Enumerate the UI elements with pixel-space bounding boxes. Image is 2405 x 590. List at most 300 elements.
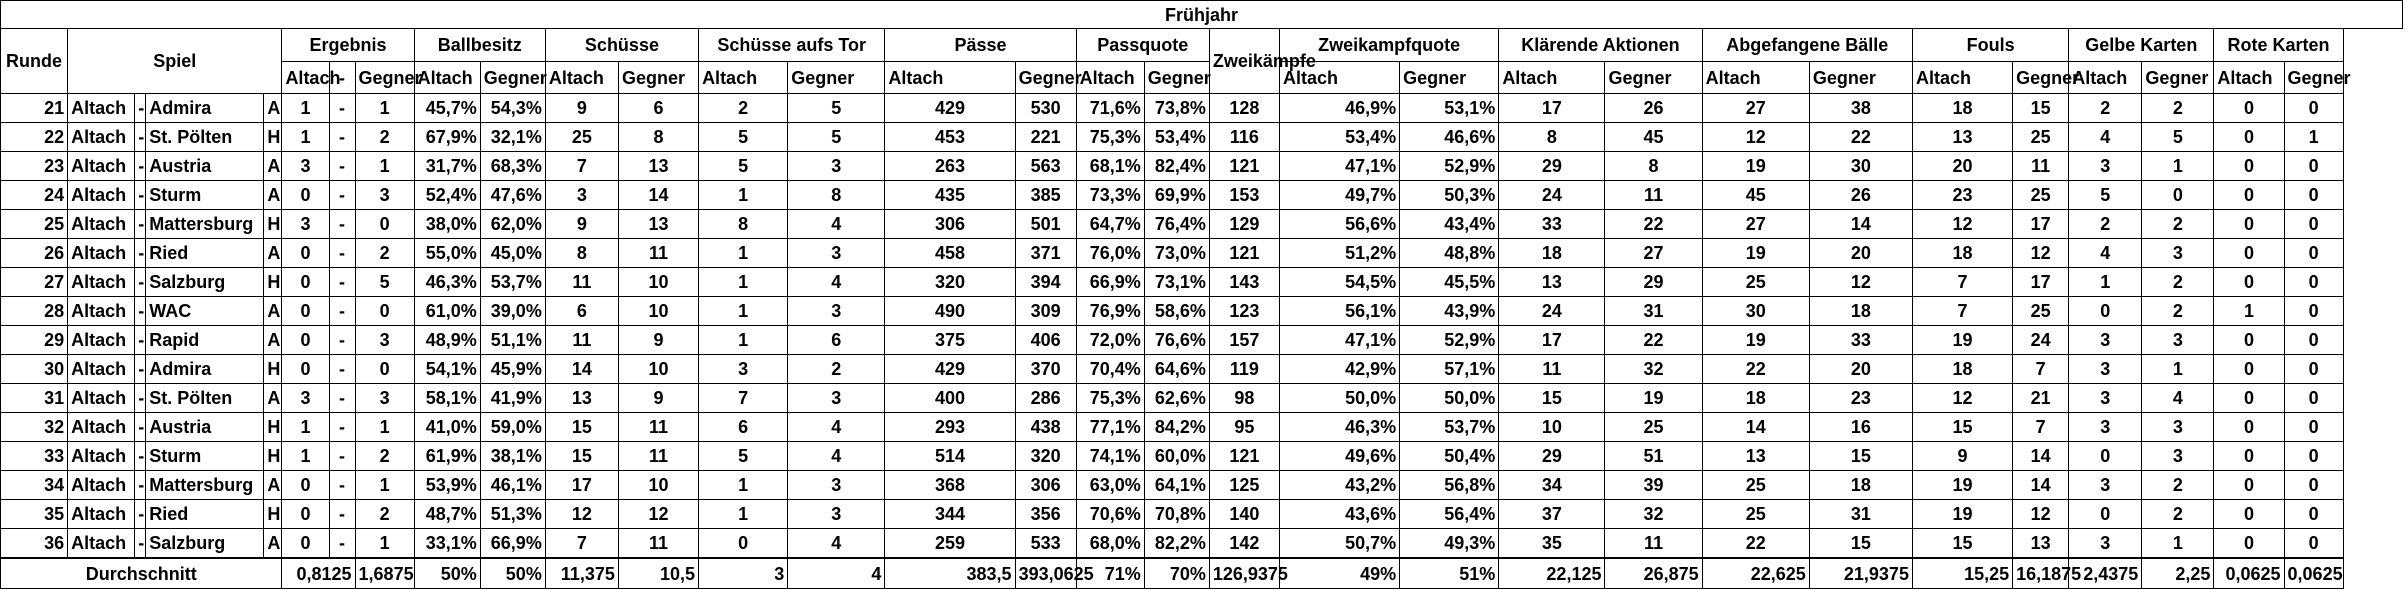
stat-cell: 75,3%	[1076, 123, 1144, 152]
stat-cell: 23	[1809, 384, 1912, 413]
stat-cell: 0	[2214, 500, 2284, 529]
stat-cell: 51,3%	[480, 500, 545, 529]
venue-cell: A	[264, 529, 282, 559]
average-value: 21,9375	[1809, 558, 1912, 589]
stat-cell: 15	[1809, 529, 1912, 559]
header-zweikaempfe: Zweikämpfe	[1209, 29, 1279, 94]
result-gegner-cell: 0	[355, 355, 414, 384]
result-gegner-cell: 5	[355, 268, 414, 297]
stat-cell: 0	[2214, 384, 2284, 413]
stat-cell: 371	[1015, 239, 1076, 268]
stat-cell: 157	[1209, 326, 1279, 355]
stat-cell: 293	[885, 413, 1015, 442]
stat-cell: 306	[1015, 471, 1076, 500]
stat-cell: 66,9%	[480, 529, 545, 559]
stat-cell: 45	[1605, 123, 1702, 152]
stat-cell: 75,3%	[1076, 384, 1144, 413]
stat-cell: 0	[2214, 326, 2284, 355]
stat-cell: 24	[1499, 297, 1605, 326]
stat-cell: 0	[2214, 413, 2284, 442]
stat-cell: 22	[1702, 529, 1809, 559]
average-value: 0,0625	[2284, 558, 2343, 589]
stat-cell: 320	[885, 268, 1015, 297]
stat-cell: 153	[1209, 181, 1279, 210]
stat-cell: 400	[885, 384, 1015, 413]
runde-cell: 27	[1, 268, 68, 297]
stat-cell: 1	[699, 326, 788, 355]
separator-cell: -	[135, 123, 146, 152]
subheader-gegner: Gegner	[2142, 62, 2214, 94]
stat-cell: 52,9%	[1400, 326, 1499, 355]
table-row	[1, 210, 2403, 239]
stat-cell: 9	[618, 384, 698, 413]
stat-cell: 25	[2013, 123, 2069, 152]
stat-cell: 20	[1809, 239, 1912, 268]
table-row	[1, 268, 2403, 297]
stat-cell: 259	[885, 529, 1015, 559]
runde-cell: 29	[1, 326, 68, 355]
stat-cell: 59,0%	[480, 413, 545, 442]
stat-cell: 11	[1499, 355, 1605, 384]
result-gegner-cell: 1	[355, 471, 414, 500]
runde-cell: 25	[1, 210, 68, 239]
opponent-cell: Sturm	[146, 442, 264, 471]
table-row	[1, 152, 2403, 181]
stat-cell: 0	[2214, 239, 2284, 268]
opponent-cell: Mattersburg	[146, 471, 264, 500]
stat-cell: 20	[1912, 152, 2012, 181]
venue-cell: A	[264, 297, 282, 326]
stat-cell: 27	[1702, 94, 1809, 123]
separator-cell: -	[135, 239, 146, 268]
stat-cell: 4	[2069, 239, 2142, 268]
subheader-gegner: Gegner	[1015, 62, 1076, 94]
stat-cell: 18	[1809, 297, 1912, 326]
subheader-gegner: Gegner	[2284, 62, 2343, 94]
average-value: 15,25	[1912, 558, 2012, 589]
header-rote-karten: Rote Karten	[2214, 29, 2343, 62]
stat-cell: 12	[1912, 210, 2012, 239]
stat-cell: 0	[2284, 239, 2343, 268]
stat-cell: 4	[788, 529, 885, 559]
stat-cell: 33,1%	[414, 529, 480, 559]
stat-cell: 3	[2069, 355, 2142, 384]
stat-cell: 5	[699, 442, 788, 471]
stat-cell: 17	[1499, 94, 1605, 123]
stat-cell: 14	[1702, 413, 1809, 442]
table-row	[1, 355, 2403, 384]
stat-cell: 6	[699, 413, 788, 442]
stat-cell: 7	[1912, 297, 2012, 326]
stat-cell: 48,9%	[414, 326, 480, 355]
stat-cell: 60,0%	[1144, 442, 1209, 471]
header-spiel: Spiel	[68, 29, 282, 94]
page-title: Frühjahr	[1, 1, 2403, 29]
stat-cell: 11	[545, 268, 618, 297]
stat-cell: 49,6%	[1279, 442, 1399, 471]
stat-cell: 368	[885, 471, 1015, 500]
result-gegner-cell: 0	[355, 210, 414, 239]
result-gegner-cell: 2	[355, 500, 414, 529]
venue-cell: H	[264, 413, 282, 442]
table-row	[1, 297, 2403, 326]
stat-cell: 0	[2284, 297, 2343, 326]
result-gegner-cell: 3	[355, 384, 414, 413]
stat-cell: 0	[2284, 268, 2343, 297]
stat-cell: 76,6%	[1144, 326, 1209, 355]
stat-cell: 29	[1499, 442, 1605, 471]
stat-cell: 33	[1809, 326, 1912, 355]
stat-cell: 5	[788, 123, 885, 152]
stat-cell: 54,3%	[480, 94, 545, 123]
stat-cell: 10	[618, 355, 698, 384]
result-gegner-cell: 0	[355, 297, 414, 326]
subheader-altach: Altach	[545, 62, 618, 94]
result-dash-cell: -	[329, 471, 355, 500]
stat-cell: 1	[699, 500, 788, 529]
separator-cell: -	[135, 297, 146, 326]
stat-cell: 0	[2284, 529, 2343, 559]
separator-cell: -	[135, 181, 146, 210]
team-cell: Altach	[68, 529, 135, 559]
stat-cell: 563	[1015, 152, 1076, 181]
stat-cell: 46,3%	[414, 268, 480, 297]
separator-cell: -	[135, 268, 146, 297]
runde-cell: 34	[1, 471, 68, 500]
venue-cell: A	[264, 152, 282, 181]
average-value: 383,5	[885, 558, 1015, 589]
stat-cell: 140	[1209, 500, 1279, 529]
stat-cell: 121	[1209, 442, 1279, 471]
stat-cell: 0	[2284, 210, 2343, 239]
stat-cell: 9	[545, 94, 618, 123]
header-passquote: Passquote	[1076, 29, 1209, 62]
stat-cell: 50,3%	[1400, 181, 1499, 210]
stat-cell: 41,9%	[480, 384, 545, 413]
stat-cell: 0	[2214, 355, 2284, 384]
team-cell: Altach	[68, 297, 135, 326]
average-value: 2,25	[2142, 558, 2214, 589]
stat-cell: 98	[1209, 384, 1279, 413]
result-gegner-cell: 2	[355, 239, 414, 268]
stat-cell: 0	[2284, 355, 2343, 384]
stat-cell: 221	[1015, 123, 1076, 152]
stat-cell: 3	[788, 471, 885, 500]
stat-cell: 263	[885, 152, 1015, 181]
stat-cell: 1	[2214, 297, 2284, 326]
stat-cell: 15	[1912, 413, 2012, 442]
average-value: 16,1875	[2013, 558, 2069, 589]
sub-header-row	[1, 62, 2403, 94]
stat-cell: 435	[885, 181, 1015, 210]
stat-cell: 26	[1809, 181, 1912, 210]
stat-cell: 3	[2069, 384, 2142, 413]
average-value: 26,875	[1605, 558, 1702, 589]
venue-cell: H	[264, 442, 282, 471]
stat-cell: 2	[2069, 210, 2142, 239]
stat-cell: 55,0%	[414, 239, 480, 268]
stat-cell: 58,1%	[414, 384, 480, 413]
team-cell: Altach	[68, 268, 135, 297]
subheader-gegner: Gegner	[355, 62, 414, 94]
stat-cell: 76,9%	[1076, 297, 1144, 326]
stat-cell: 309	[1015, 297, 1076, 326]
subheader-gegner: Gegner	[480, 62, 545, 94]
header-schuesse-aufs-tor: Schüsse aufs Tor	[699, 29, 885, 62]
stat-cell: 53,1%	[1400, 94, 1499, 123]
result-dash-cell: -	[329, 268, 355, 297]
stat-cell: 24	[1499, 181, 1605, 210]
stat-cell: 25	[2013, 181, 2069, 210]
separator-cell: -	[135, 152, 146, 181]
stat-cell: 7	[2013, 355, 2069, 384]
stat-cell: 143	[1209, 268, 1279, 297]
stat-cell: 19	[1912, 500, 2012, 529]
stat-cell: 25	[2013, 297, 2069, 326]
stat-cell: 142	[1209, 529, 1279, 559]
stat-cell: 0	[2214, 471, 2284, 500]
stat-cell: 1	[699, 471, 788, 500]
stat-cell: 54,1%	[414, 355, 480, 384]
result-dash-cell: -	[329, 123, 355, 152]
stat-cell: 514	[885, 442, 1015, 471]
stat-cell: 19	[1912, 471, 2012, 500]
separator-cell: -	[135, 442, 146, 471]
stat-cell: 19	[1702, 239, 1809, 268]
stat-cell: 46,1%	[480, 471, 545, 500]
average-value: 0,8125	[282, 558, 355, 589]
separator-cell: -	[135, 94, 146, 123]
average-value: 126,9375	[1209, 558, 1279, 589]
separator-cell: -	[135, 413, 146, 442]
stat-cell: 370	[1015, 355, 1076, 384]
title-row	[1, 1, 2403, 29]
stat-cell: 58,6%	[1144, 297, 1209, 326]
stat-cell: 18	[1702, 384, 1809, 413]
average-value: 22,625	[1702, 558, 1809, 589]
stat-cell: 8	[1499, 123, 1605, 152]
stat-cell: 14	[545, 355, 618, 384]
stat-cell: 438	[1015, 413, 1076, 442]
stat-cell: 45,0%	[480, 239, 545, 268]
team-cell: Altach	[68, 413, 135, 442]
venue-cell: H	[264, 123, 282, 152]
stat-cell: 19	[1702, 326, 1809, 355]
stat-cell: 68,0%	[1076, 529, 1144, 559]
stat-cell: 3	[545, 181, 618, 210]
average-value: 1,6875	[355, 558, 414, 589]
table-row	[1, 326, 2403, 355]
stat-cell: 22	[1605, 210, 1702, 239]
stat-cell: 394	[1015, 268, 1076, 297]
stat-cell: 5	[699, 123, 788, 152]
runde-cell: 30	[1, 355, 68, 384]
result-gegner-cell: 2	[355, 442, 414, 471]
stat-cell: 25	[1702, 268, 1809, 297]
stat-cell: 70,8%	[1144, 500, 1209, 529]
average-value: 50%	[480, 558, 545, 589]
header-fouls: Fouls	[1912, 29, 2068, 62]
stat-cell: 47,1%	[1279, 152, 1399, 181]
result-altach-cell: 1	[282, 442, 329, 471]
stat-cell: 17	[1499, 326, 1605, 355]
stat-cell: 116	[1209, 123, 1279, 152]
stat-cell: 13	[1499, 268, 1605, 297]
venue-cell: A	[264, 471, 282, 500]
stat-cell: 95	[1209, 413, 1279, 442]
opponent-cell: Salzburg	[146, 529, 264, 559]
stat-cell: 38	[1809, 94, 1912, 123]
result-altach-cell: 0	[282, 239, 329, 268]
stat-cell: 25	[1605, 413, 1702, 442]
stat-cell: 13	[1912, 123, 2012, 152]
stat-cell: 7	[545, 152, 618, 181]
stat-cell: 50,4%	[1400, 442, 1499, 471]
opponent-cell: Ried	[146, 500, 264, 529]
stat-cell: 7	[699, 384, 788, 413]
table-row	[1, 384, 2403, 413]
stat-cell: 0	[699, 529, 788, 559]
stat-cell: 8	[1605, 152, 1702, 181]
stat-cell: 57,1%	[1400, 355, 1499, 384]
stat-cell: 70,6%	[1076, 500, 1144, 529]
stat-cell: 0	[2284, 384, 2343, 413]
result-altach-cell: 0	[282, 529, 329, 559]
stat-cell: 49,3%	[1400, 529, 1499, 559]
team-cell: Altach	[68, 239, 135, 268]
stat-cell: 16	[1809, 413, 1912, 442]
stat-cell: 9	[618, 326, 698, 355]
subheader-altach: Altach	[414, 62, 480, 94]
average-value: 22,125	[1499, 558, 1605, 589]
stat-cell: 48,8%	[1400, 239, 1499, 268]
stat-cell: 1	[2142, 529, 2214, 559]
venue-cell: H	[264, 268, 282, 297]
team-cell: Altach	[68, 471, 135, 500]
header-ballbesitz: Ballbesitz	[414, 29, 545, 62]
result-altach-cell: 0	[282, 471, 329, 500]
result-altach-cell: 1	[282, 413, 329, 442]
stat-cell: 11	[618, 442, 698, 471]
stat-cell: 3	[2069, 152, 2142, 181]
stat-cell: 1	[699, 239, 788, 268]
runde-cell: 31	[1, 384, 68, 413]
stat-cell: 344	[885, 500, 1015, 529]
header-abgefangene-baelle: Abgefangene Bälle	[1702, 29, 1912, 62]
stat-cell: 77,1%	[1076, 413, 1144, 442]
stat-cell: 7	[1912, 268, 2012, 297]
header-gelbe-karten: Gelbe Karten	[2069, 29, 2214, 62]
stat-cell: 2	[2142, 471, 2214, 500]
separator-cell: -	[135, 471, 146, 500]
stat-cell: 1	[2069, 268, 2142, 297]
header-schuesse: Schüsse	[545, 29, 698, 62]
stat-cell: 121	[1209, 152, 1279, 181]
stat-cell: 8	[699, 210, 788, 239]
result-altach-cell: 1	[282, 123, 329, 152]
result-dash-cell: -	[329, 384, 355, 413]
stat-cell: 45	[1702, 181, 1809, 210]
opponent-cell: Ried	[146, 239, 264, 268]
team-cell: Altach	[68, 326, 135, 355]
separator-cell: -	[135, 500, 146, 529]
stat-cell: 14	[618, 181, 698, 210]
stat-cell: 0	[2214, 94, 2284, 123]
team-cell: Altach	[68, 384, 135, 413]
stat-cell: 2	[2142, 94, 2214, 123]
stat-cell: 429	[885, 94, 1015, 123]
stat-cell: 52,4%	[414, 181, 480, 210]
stat-cell: 64,7%	[1076, 210, 1144, 239]
stat-cell: 10	[618, 268, 698, 297]
stat-cell: 7	[2013, 413, 2069, 442]
runde-cell: 26	[1, 239, 68, 268]
stat-cell: 21	[2013, 384, 2069, 413]
stat-cell: 17	[2013, 268, 2069, 297]
result-altach-cell: 3	[282, 384, 329, 413]
stat-cell: 71,6%	[1076, 94, 1144, 123]
stat-cell: 8	[618, 123, 698, 152]
stat-cell: 320	[1015, 442, 1076, 471]
stat-cell: 18	[1912, 239, 2012, 268]
header-ergebnis: Ergebnis	[282, 29, 414, 62]
runde-cell: 22	[1, 123, 68, 152]
stat-cell: 70,4%	[1076, 355, 1144, 384]
stat-cell: 30	[1809, 152, 1912, 181]
stat-cell: 0	[2214, 181, 2284, 210]
subheader-altach: Altach	[2069, 62, 2142, 94]
venue-cell: H	[264, 500, 282, 529]
runde-cell: 24	[1, 181, 68, 210]
stat-cell: 0	[2069, 500, 2142, 529]
stat-cell: 1	[2142, 152, 2214, 181]
stat-cell: 2	[2142, 268, 2214, 297]
stat-cell: 1	[2142, 355, 2214, 384]
stat-cell: 129	[1209, 210, 1279, 239]
stat-cell: 10	[618, 471, 698, 500]
stat-cell: 3	[788, 384, 885, 413]
stat-cell: 5	[788, 94, 885, 123]
average-value: 70%	[1144, 558, 1209, 589]
stat-cell: 22	[1809, 123, 1912, 152]
stat-cell: 11	[545, 326, 618, 355]
stat-cell: 6	[545, 297, 618, 326]
result-altach-cell: 0	[282, 355, 329, 384]
stat-cell: 45,7%	[414, 94, 480, 123]
stat-cell: 22	[1702, 355, 1809, 384]
result-altach-cell: 0	[282, 268, 329, 297]
average-value: 51%	[1400, 558, 1499, 589]
stat-cell: 56,6%	[1279, 210, 1399, 239]
stat-cell: 13	[1702, 442, 1809, 471]
stat-cell: 51,2%	[1279, 239, 1399, 268]
team-cell: Altach	[68, 152, 135, 181]
stat-cell: 4	[788, 268, 885, 297]
stat-cell: 19	[1912, 326, 2012, 355]
stat-cell: 3	[2142, 239, 2214, 268]
result-gegner-cell: 1	[355, 152, 414, 181]
stat-cell: 12	[618, 500, 698, 529]
stat-cell: 0	[2284, 181, 2343, 210]
stat-cell: 56,1%	[1279, 297, 1399, 326]
stat-cell: 32,1%	[480, 123, 545, 152]
result-gegner-cell: 1	[355, 413, 414, 442]
opponent-cell: Admira	[146, 94, 264, 123]
stat-cell: 490	[885, 297, 1015, 326]
stat-cell: 84,2%	[1144, 413, 1209, 442]
runde-cell: 35	[1, 500, 68, 529]
opponent-cell: Austria	[146, 152, 264, 181]
